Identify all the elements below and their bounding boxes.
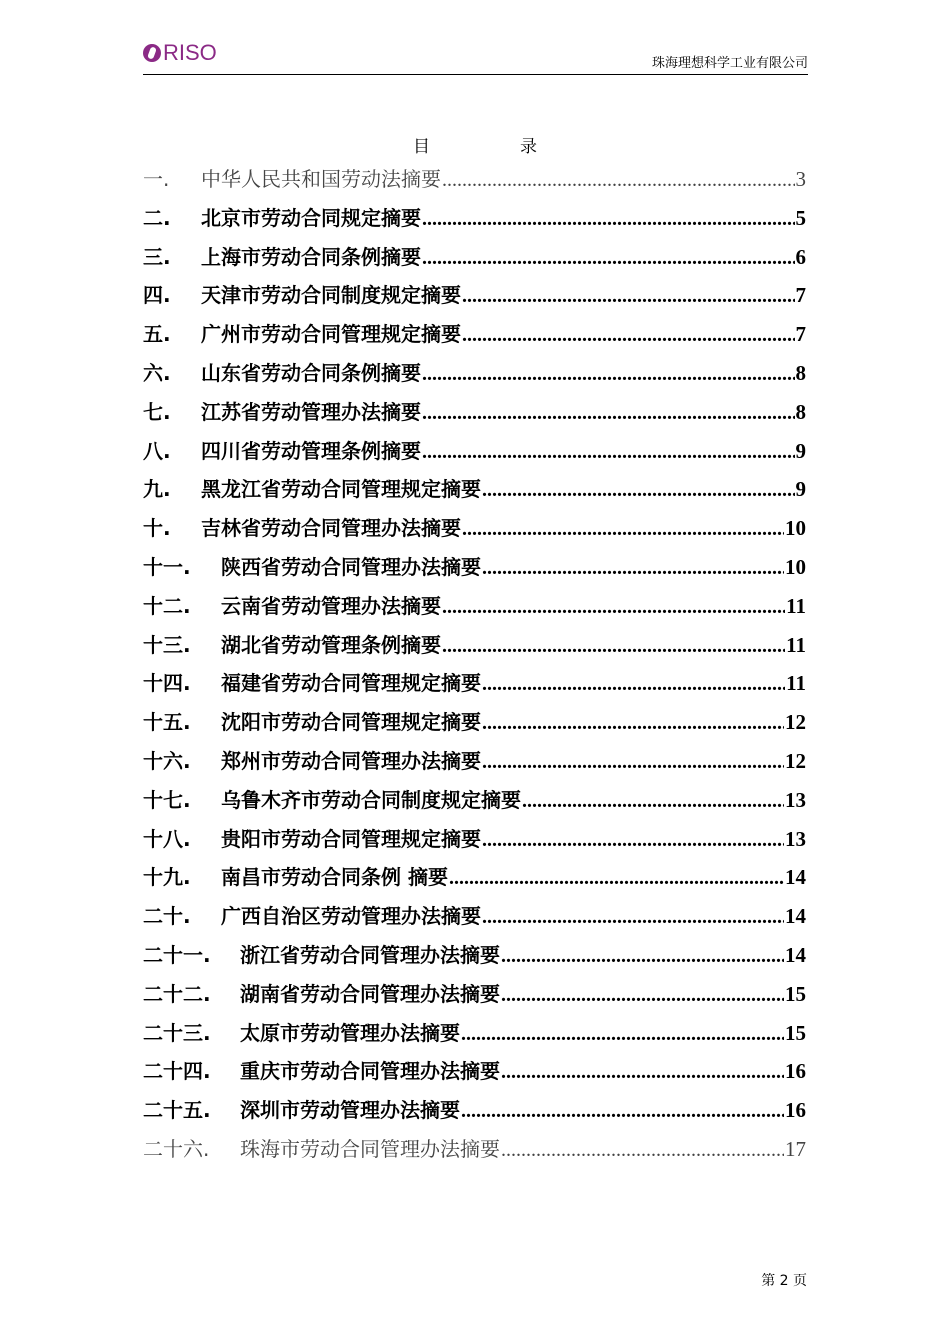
toc-title-right: 录	[520, 137, 537, 157]
toc-entry-title: 中华人民共和国劳动法摘要	[201, 167, 441, 191]
toc-entry-title: 上海市劳动合同条例摘要	[201, 244, 421, 269]
page-header	[143, 40, 808, 75]
toc-leader-dots	[522, 782, 784, 821]
toc-entry[interactable]	[143, 1052, 806, 1091]
toc-entry-title: 陕西省劳动合同管理办法摘要	[221, 554, 481, 579]
toc-entry[interactable]	[143, 470, 806, 509]
toc-leader-dots	[461, 1015, 784, 1054]
toc-entry-page: 15	[785, 1020, 806, 1045]
toc-leader-dots	[501, 976, 784, 1015]
toc-entry-title: 吉林省劳动合同管理办法摘要	[201, 516, 461, 541]
toc-entry[interactable]	[143, 238, 806, 277]
toc-leader-dots	[482, 743, 784, 782]
toc-leader-dots	[422, 200, 795, 239]
toc-entry-title: 乌鲁木齐市劳动合同制度规定摘要	[221, 787, 521, 812]
toc-leader-dots	[482, 821, 784, 860]
toc-entry[interactable]	[143, 936, 806, 975]
toc-entry-title: 江苏省劳动管理办法摘要	[201, 399, 421, 424]
toc-entry-number: 二十六.	[143, 1136, 210, 1161]
toc-leader-dots	[482, 898, 784, 937]
toc-entry-number: 十六.	[143, 748, 191, 773]
toc-leader-dots	[442, 588, 785, 627]
toc-leader-dots	[422, 239, 795, 278]
toc-entry-page: 12	[785, 748, 806, 773]
toc-entry-number: 十一.	[143, 554, 191, 579]
toc-entry[interactable]	[143, 160, 806, 199]
toc-entry-page: 10	[785, 554, 806, 579]
toc-entry[interactable]	[143, 897, 806, 936]
toc-entry-page: 8	[795, 360, 806, 385]
toc-entry-title: 珠海市劳动合同管理办法摘要	[240, 1136, 500, 1161]
toc-entry[interactable]	[143, 858, 806, 897]
toc-entry-page: 12	[785, 710, 806, 735]
company-name: 珠海理想科学工业有限公司	[651, 56, 808, 71]
toc-entry-page: 7	[795, 283, 806, 308]
toc-entry[interactable]	[143, 276, 806, 315]
toc-entry[interactable]	[143, 975, 806, 1014]
toc-leader-dots	[422, 433, 795, 472]
toc-entry-title: 沈阳市劳动合同管理规定摘要	[221, 710, 481, 735]
toc-entry[interactable]	[143, 432, 806, 471]
toc-leader-dots	[422, 394, 795, 433]
toc-entry[interactable]	[143, 703, 806, 742]
riso-logo	[143, 40, 217, 66]
toc-entry[interactable]	[143, 820, 806, 859]
toc-entry-title: 福建省劳动合同管理规定摘要	[221, 671, 481, 696]
toc-entry-title: 湖南省劳动合同管理办法摘要	[240, 981, 500, 1006]
toc-title-left: 目	[413, 137, 430, 157]
toc-entry-title: 深圳市劳动管理办法摘要	[240, 1098, 460, 1123]
toc-leader-dots	[482, 471, 795, 510]
toc-entry-number: 二.	[143, 205, 171, 230]
riso-logo-icon	[143, 44, 161, 62]
toc-entry-page: 17	[785, 1136, 806, 1161]
toc-entry[interactable]	[143, 548, 806, 587]
toc-entry-number: 二十二.	[143, 981, 211, 1006]
toc-entry[interactable]	[143, 587, 806, 626]
toc-entry-page: 11	[786, 632, 806, 657]
toc-entry-title: 重庆市劳动合同管理办法摘要	[240, 1059, 500, 1084]
toc-leader-dots	[462, 277, 795, 316]
toc-entry[interactable]	[143, 199, 806, 238]
toc-leader-dots	[449, 859, 784, 898]
toc-entry-number: 四.	[143, 283, 171, 308]
toc-entry-number: 五.	[143, 322, 171, 347]
toc-entry-number: 一.	[143, 167, 170, 191]
toc-leader-dots	[482, 549, 784, 588]
toc-entry-title: 云南省劳动管理办法摘要	[221, 593, 441, 618]
toc-entry-page: 11	[786, 671, 806, 696]
toc-entry-number: 二十四.	[143, 1059, 211, 1084]
table-of-contents	[143, 160, 806, 1169]
logo-text: RISO	[163, 40, 217, 65]
toc-entry-number: 十三.	[143, 632, 191, 657]
toc-entry-page: 7	[795, 322, 806, 347]
toc-leader-dots	[482, 665, 785, 704]
toc-leader-dots	[501, 1131, 784, 1170]
toc-entry-title: 南昌市劳动合同条例 摘要	[221, 865, 448, 890]
toc-leader-dots	[461, 1092, 784, 1131]
toc-entry-page: 3	[795, 167, 806, 191]
toc-entry-title: 贵阳市劳动合同管理规定摘要	[221, 826, 481, 851]
toc-entry-title: 天津市劳动合同制度规定摘要	[201, 283, 461, 308]
toc-entry-number: 二十.	[143, 904, 191, 929]
toc-entry-page: 6	[795, 244, 806, 269]
toc-entry-page: 14	[785, 942, 806, 967]
toc-entry[interactable]	[143, 742, 806, 781]
toc-entry-number: 八.	[143, 438, 171, 463]
toc-leader-dots	[422, 355, 795, 394]
toc-entry-page: 14	[785, 865, 806, 890]
toc-entry-number: 二十五.	[143, 1098, 211, 1123]
toc-leader-dots	[501, 937, 784, 976]
toc-entry-title: 四川省劳动管理条例摘要	[201, 438, 421, 463]
toc-entry[interactable]	[143, 509, 806, 548]
toc-entry[interactable]	[143, 626, 806, 665]
toc-entry-title: 太原市劳动管理办法摘要	[240, 1020, 460, 1045]
toc-entry-page: 16	[785, 1059, 806, 1084]
toc-entry-page: 9	[795, 438, 806, 463]
toc-leader-dots	[462, 316, 795, 355]
toc-entry[interactable]	[143, 393, 806, 432]
toc-entry[interactable]	[143, 354, 806, 393]
toc-entry-title: 郑州市劳动合同管理办法摘要	[221, 748, 481, 773]
toc-entry-number: 二十三.	[143, 1020, 211, 1045]
toc-entry-number: 七.	[143, 399, 171, 424]
toc-entry-number: 十八.	[143, 826, 191, 851]
toc-entry-page: 9	[795, 477, 806, 502]
toc-leader-dots	[482, 704, 784, 743]
toc-entry-title: 北京市劳动合同规定摘要	[201, 205, 421, 230]
toc-entry-number: 二十一.	[143, 942, 211, 967]
toc-entry-number: 六.	[143, 360, 171, 385]
toc-entry-page: 11	[786, 593, 806, 618]
toc-entry-number: 十二.	[143, 593, 191, 618]
toc-entry-title: 浙江省劳动合同管理办法摘要	[240, 942, 500, 967]
toc-entry-title: 湖北省劳动管理条例摘要	[221, 632, 441, 657]
toc-entry-number: 十七.	[143, 787, 191, 812]
toc-entry-number: 十.	[143, 516, 171, 541]
toc-entry-title: 山东省劳动合同条例摘要	[201, 360, 421, 385]
toc-entry-title: 黑龙江省劳动合同管理规定摘要	[201, 477, 481, 502]
toc-leader-dots	[442, 627, 785, 666]
toc-entry-page: 15	[785, 981, 806, 1006]
toc-entry-number: 九.	[143, 477, 171, 502]
toc-entry[interactable]	[143, 1091, 806, 1130]
toc-entry-page: 13	[785, 826, 806, 851]
toc-title	[0, 132, 950, 157]
toc-entry-page: 10	[785, 516, 806, 541]
toc-entry-number: 十四.	[143, 671, 191, 696]
toc-entry-number: 三.	[143, 244, 171, 269]
page-number: 第 2 页	[761, 1273, 807, 1289]
toc-entry[interactable]	[143, 1014, 806, 1053]
toc-entry[interactable]	[143, 781, 806, 820]
toc-leader-dots	[501, 1053, 784, 1092]
toc-entry[interactable]	[143, 1130, 806, 1169]
toc-entry-page: 13	[785, 787, 806, 812]
toc-entry-title: 广西自治区劳动管理办法摘要	[221, 904, 481, 929]
toc-entry-page: 5	[795, 205, 806, 230]
toc-leader-dots	[462, 510, 784, 549]
toc-entry[interactable]	[143, 315, 806, 354]
toc-entry-number: 十五.	[143, 710, 191, 735]
toc-leader-dots	[442, 161, 795, 200]
toc-entry-title: 广州市劳动合同管理规定摘要	[201, 322, 461, 347]
toc-entry-number: 十九.	[143, 865, 191, 890]
toc-entry-page: 16	[785, 1098, 806, 1123]
toc-entry-page: 14	[785, 904, 806, 929]
toc-entry[interactable]	[143, 664, 806, 703]
toc-entry-page: 8	[795, 399, 806, 424]
